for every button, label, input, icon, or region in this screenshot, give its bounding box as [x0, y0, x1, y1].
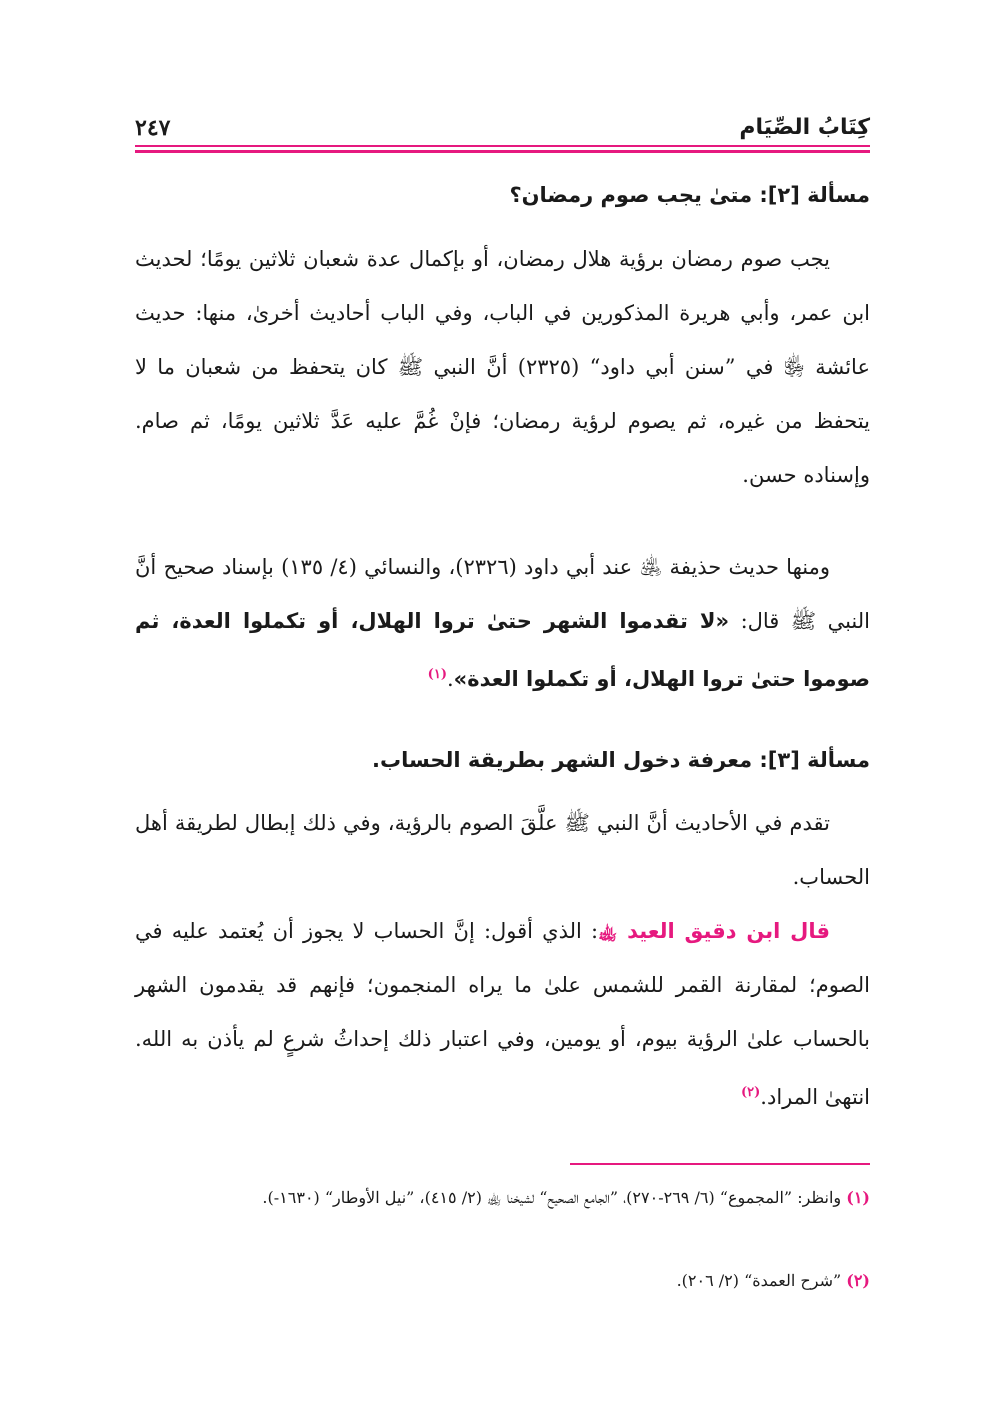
paragraph-2-text: ومنها حديث حذيفة ﵁ عند أبي داود (٢٣٢٦)، والنسائي (٤/ ١٣٥) بإسناد صحيح أنَّ النبي ﷺ قال: — [135, 555, 870, 633]
page-number: ٢٤٧ — [135, 115, 171, 141]
quote-text: : الذي أقول: إنَّ الحساب لا يجوز أن يُعتمد عليه في الصوم؛ لمقارنة القمر للشمس علىٰ ما يراه المنجمون؛ فإنهم قد يقدمون الشهر بالحساب علىٰ الرؤية بيوم، أو يومين، وفي اعتبار ذلك إحداثُ شرعٍ لم يأذن به الله. انتهىٰ المراد. — [135, 919, 870, 1109]
header-divider-thin — [135, 145, 870, 147]
footnote-divider — [570, 1163, 870, 1165]
paragraph-3: تقدم في الأحاديث أنَّ النبي ﷺ علَّقَ الصوم بالرؤية، وفي ذلك إبطال لطريقة أهل الحساب. — [135, 811, 870, 889]
paragraph-1: يجب صوم رمضان برؤية هلال رمضان، أو بإكمال عدة شعبان ثلاثين يومًا؛ لحديث ابن عمر، وأبي هريرة المذكورين في الباب، وفي الباب أحاديث أخرىٰ، منها: حديث عائشة ﵂ في ”سنن أبي داود“ (٢٣٢٥) أنَّ النبي ﷺ كان يتحفظ من شعبان ما لا يتحفظ من غيره، ثم يصوم لرؤية رمضان؛ فإنْ غُمَّ عليه عَدَّ ثلاثين يومًا، ثم صام. وإسناده حسن. — [135, 247, 870, 487]
footnote-1 — [135, 1183, 870, 1213]
paragraph-2-end: . — [446, 667, 454, 691]
book-page — [135, 0, 870, 1418]
section-heading-1: مسألة [٢]: متىٰ يجب صوم رمضان؟ — [509, 183, 870, 207]
footnote-ref-1[interactable]: (١) — [427, 667, 447, 682]
page-header — [135, 115, 870, 155]
footnote-ref-2[interactable]: (٢) — [741, 1085, 761, 1100]
header-divider-thick — [135, 150, 870, 153]
paragraph-4 — [135, 904, 870, 1124]
section-heading-2: مسألة [٣]: معرفة دخول الشهر بطريقة الحساب. — [372, 748, 870, 772]
hadith-quote: «لا تقدموا الشهر حتىٰ تروا الهلال، أو تكملوا العدة، ثم صوموا حتىٰ تروا الهلال، أو تكملوا العدة» — [135, 609, 870, 691]
footnote-2 — [135, 1266, 870, 1296]
quote-author: قال ابن دقيق العيد ﵀ — [598, 919, 830, 943]
footnote-2-text: ”شرح العمدة“ (٢/ ٢٠٦). — [676, 1271, 842, 1290]
footnote-1-text: وانظر: ”المجموع“ (٦/ ٢٦٩-٢٧٠)، ”الجامع الصحيح“ لشيخنا ﵀ (٢/ ٤١٥)، ”نيل الأوطار“ (١٦٣٠-). — [262, 1188, 842, 1207]
footnote-1-mark: (١) — [846, 1188, 870, 1207]
book-title: كِتَابُ الصِّيَام — [739, 115, 870, 140]
paragraph-2 — [135, 540, 870, 706]
footnote-2-mark: (٢) — [846, 1271, 870, 1290]
